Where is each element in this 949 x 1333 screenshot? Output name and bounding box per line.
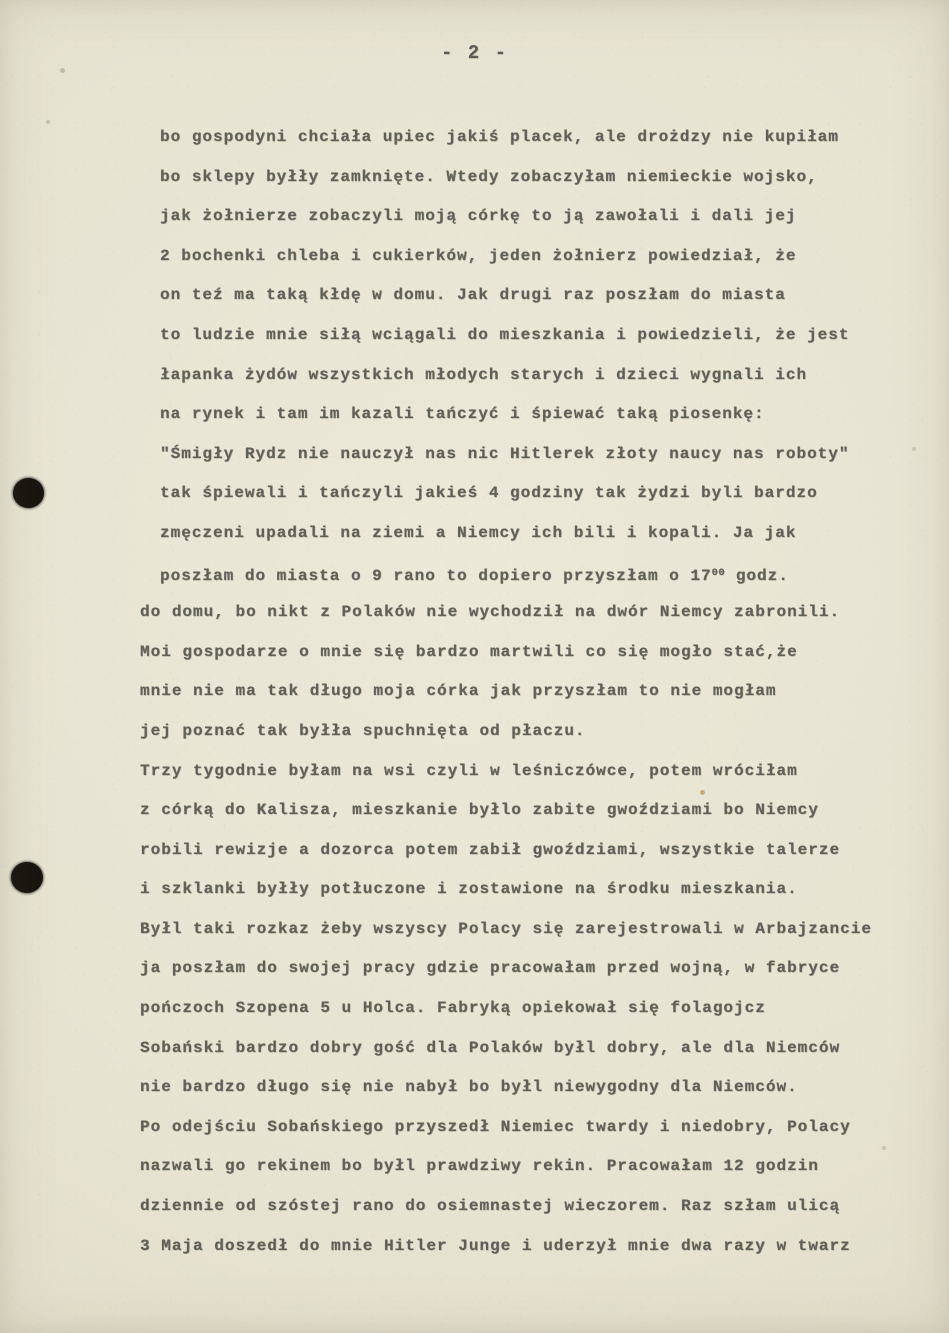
- text-line: dziennie od szóstej rano do osiemnastej wieczorem. Raz szłam ulicą: [140, 1197, 841, 1216]
- page-number: - 2 -: [440, 42, 508, 64]
- text-line: zmęczeni upadali na ziemi a Niemcy ich bili i kopali. Ja jak: [160, 523, 797, 542]
- text-line-song-quote: "Śmigły Rydz nie nauczył nas nic Hitlerek złoty naucy nas roboty": [160, 444, 850, 463]
- text-line: bo gospodyni chciała upiec jakiś placek, ale drożdzy nie kupiłam: [160, 128, 839, 146]
- text-line: jak żołnierze zobaczyli moją córkę to ją zawołali i dali jej: [160, 207, 797, 226]
- superscript-minutes: 00: [711, 566, 726, 579]
- text-line: nie bardzo długo się nie nabył bo byłl niewygodny dla Niemców.: [140, 1078, 798, 1097]
- text-line: bo sklepy byłły zamknięte. Wtedy zobaczyłam niemieckie wojsko,: [160, 167, 818, 186]
- text-line: tak śpiewali i tańczyli jakieś 4 godziny tak żydzi byli bardzo: [160, 484, 818, 503]
- text-line: łapanka żydów wszystkich młodych starych i dzieci wygnali ich: [160, 365, 808, 384]
- text-line: i szklanki byłły potłuczone i zostawione na środku mieszkania.: [140, 880, 798, 899]
- text-line: Byłl taki rozkaz żeby wszyscy Polacy się zarejestrowali w Arbajzancie: [140, 919, 872, 938]
- text-line: do domu, bo nikt z Polaków nie wychodził na dwór Niemcy zabronili.: [140, 603, 841, 622]
- text-line: Trzy tygodnie byłam na wsi czyli w leśniczówce, potem wróciłam: [140, 761, 798, 780]
- text-line: Sobański bardzo dobry gość dla Polaków byłl dobry, ale dla Niemców: [140, 1038, 841, 1057]
- document-body: [0, 118, 949, 1266]
- text-line: mnie nie ma tak długo moja córka jak przyszłam to nie mogłam: [140, 682, 777, 701]
- text-line: jej poznać tak byłła spuchnięta od płaczu.: [140, 721, 586, 740]
- punch-hole-bottom: [11, 862, 43, 893]
- text-line: na rynek i tam im kazali tańczyć i śpiewać taką piosenkę:: [160, 405, 765, 424]
- text-line: Po odejściu Sobańskiego przyszedł Niemiec twardy i niedobry, Polacy: [140, 1117, 851, 1136]
- text-line: z córką do Kalisza, mieszkanie byłlo zabite gwoździami bo Niemcy: [140, 801, 819, 820]
- text-line: robili rewizje a dozorca potem zabił gwoździami, wszystkie talerze: [140, 840, 841, 859]
- text-line: nazwali go rekinem bo byłl prawdziwy rekin. Pracowałam 12 godzin: [140, 1157, 819, 1176]
- text-line: Moi gospodarze o mnie się bardzo martwili co się mogło stać,że: [140, 642, 798, 661]
- punch-hole-top: [13, 478, 44, 508]
- text-line: 3 Maja doszedł do mnie Hitler Junge i uderzył mnie dwa razy w twarz: [140, 1236, 851, 1255]
- text-line: to ludzie mnie siłą wciągali do mieszkania i powiedzieli, że jest: [160, 325, 850, 344]
- text-line: pończoch Szopena 5 u Holca. Fabryką opiekował się folagojcz: [140, 999, 766, 1018]
- text-line-with-superscript: poszłam do miasta o 9 rano to dopiero przyszłam o $17^{00}$ godz.: [160, 566, 789, 585]
- text-line: 2 bochenki chleba i cukierków, jeden żołnierz powiedział, że: [160, 246, 797, 265]
- text-line: on teź ma taką kłdę w domu. Jak drugi raz poszłam do miasta: [160, 286, 786, 305]
- text-line: ja poszłam do swojej pracy gdzie pracowałam przed wojną, w fabryce: [140, 959, 841, 978]
